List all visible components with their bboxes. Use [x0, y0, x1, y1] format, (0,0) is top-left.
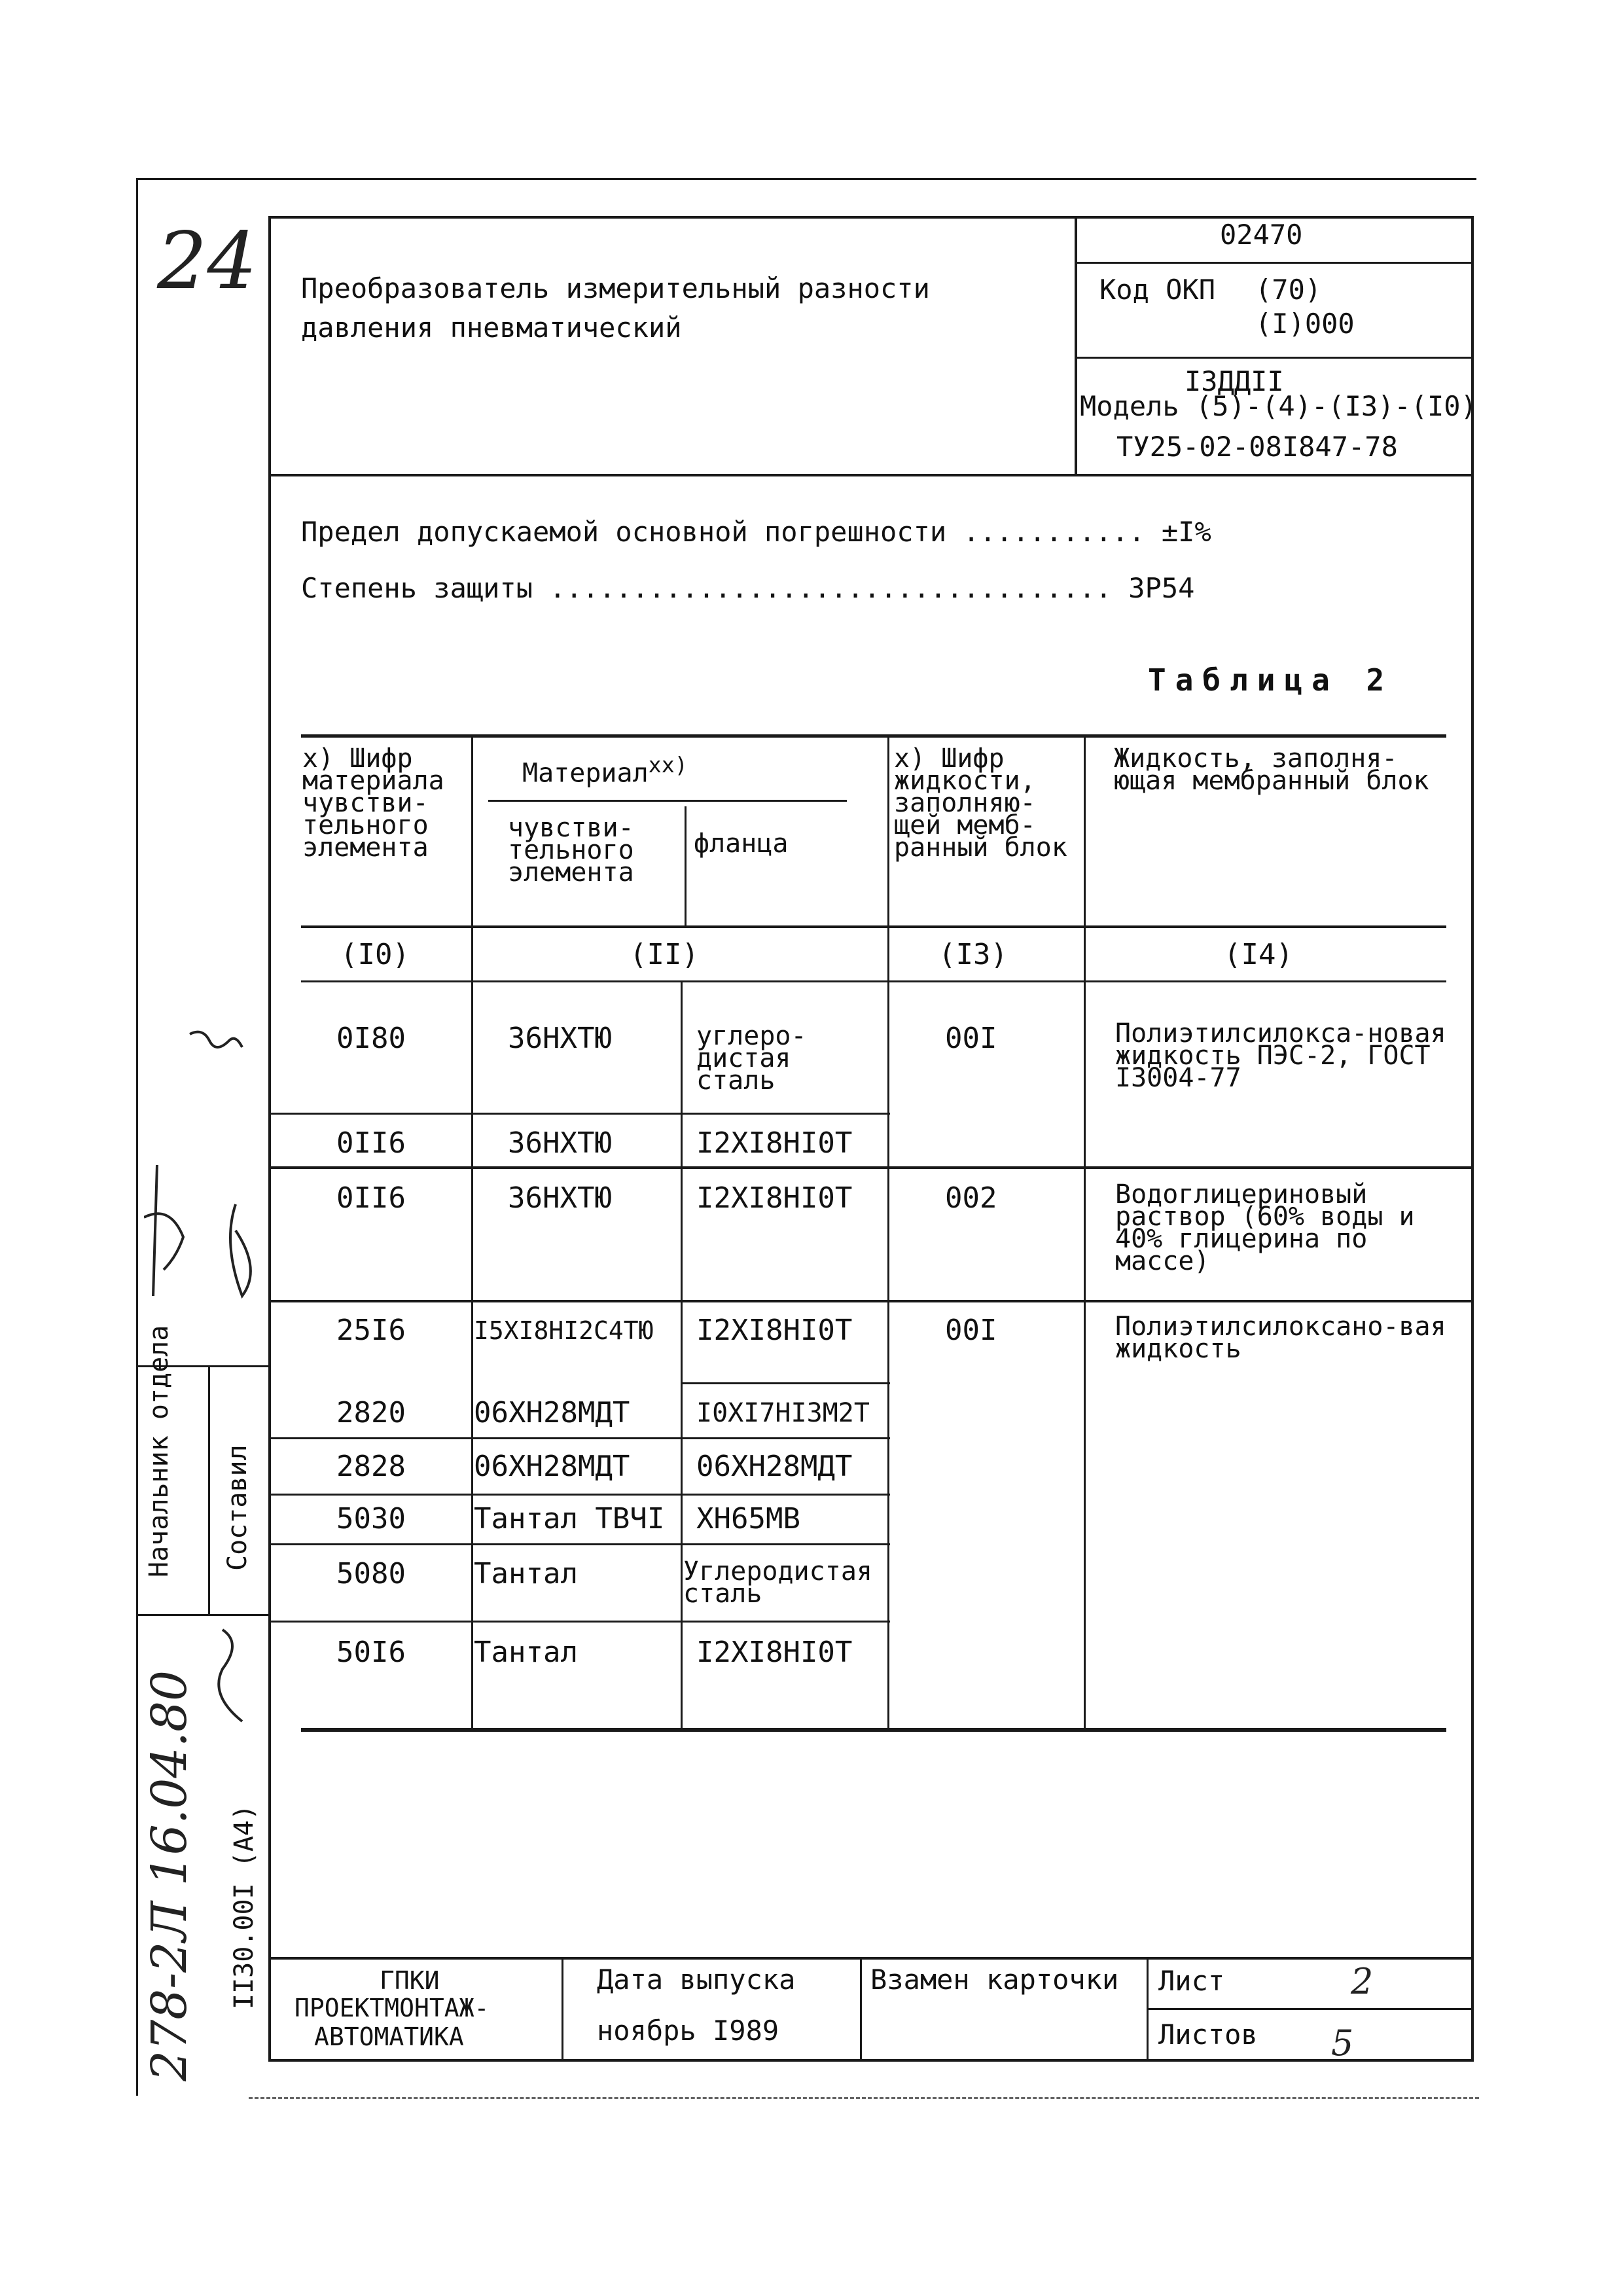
main-right-border — [1471, 216, 1474, 2062]
row-3-sensitive: 36НХТЮ — [508, 1181, 612, 1215]
row-sep-1 — [268, 1113, 890, 1115]
date-signature-icon — [209, 1623, 268, 1728]
header-material-label: Материал — [522, 758, 649, 789]
row-6-flange: 06XH28MДТ — [696, 1450, 853, 1483]
row-sep-4 — [681, 1382, 890, 1384]
table-subheader-divider — [685, 806, 687, 925]
row-2-flange: I2XI8HI0T — [696, 1126, 853, 1160]
row-sep-3 — [268, 1300, 1472, 1302]
row-7-flange: XH65MB — [696, 1502, 800, 1535]
row-sep-5 — [268, 1437, 890, 1439]
row-7-code: 5030 — [336, 1502, 406, 1535]
liquid-2-code: 002 — [945, 1181, 997, 1215]
outer-top-border — [136, 178, 1476, 180]
org-line2: ПРОЕКТМОНТАЖ- — [294, 1994, 490, 2022]
row-2-sensitive: 36НХТЮ — [508, 1126, 612, 1160]
header-bottom-border — [268, 474, 1474, 476]
code-number: 02470 — [1220, 219, 1303, 251]
footer-divider-2 — [860, 1957, 862, 2060]
side-block-divider — [208, 1365, 210, 1615]
head-of-department-label: Начальник отдела — [144, 1325, 174, 1577]
header-material-sup: xx) — [648, 752, 688, 778]
replace-card-label: Взамен карточки — [870, 1964, 1119, 1996]
outer-left-border — [136, 178, 138, 2096]
signature-scribbles-icon — [144, 1021, 275, 1348]
protection-line: Степень защиты .................................. ЗP54 — [301, 572, 1195, 604]
header-code-sensitive: x) Шифр материала чувстви-тельного элемента — [302, 744, 444, 863]
row-9-sensitive: Тантал — [474, 1636, 578, 1669]
liquid-3-code: 00I — [945, 1314, 997, 1347]
row-sep-8 — [268, 1621, 890, 1623]
row-3-code: 0II6 — [336, 1181, 406, 1215]
row-6-code: 2828 — [336, 1450, 406, 1483]
footer-divider-1 — [562, 1957, 563, 2060]
row-2-code: 0II6 — [336, 1126, 406, 1160]
footer-sheet-divider — [1147, 2008, 1474, 2010]
form-code: II30.00I (A4) — [229, 1804, 259, 2009]
footer-bottom-border — [268, 2059, 1474, 2062]
row-sep-7 — [268, 1543, 890, 1545]
release-date-label: Дата выпуска — [597, 1964, 796, 1996]
sheet-label: Лист — [1158, 1965, 1225, 1997]
row-8-code: 5080 — [336, 1557, 406, 1590]
col-number-10: (I0) — [340, 938, 410, 971]
row-5-code: 2820 — [336, 1396, 406, 1429]
footer-top-border — [268, 1957, 1474, 1960]
row-5-flange: I0XI7HI3M2T — [696, 1398, 870, 1428]
row-3-flange: I2XI8HI0T — [696, 1181, 853, 1215]
row-4-sensitive: I5XI8HI2C4TЮ — [474, 1316, 654, 1345]
row-7-sensitive: Тантал ТВЧI — [474, 1502, 665, 1535]
table-col-divider-4 — [1084, 737, 1086, 1728]
okp-label: Код ОКП — [1099, 274, 1216, 306]
side-block-bottom — [136, 1614, 270, 1616]
table-bottom-rule — [301, 1728, 1446, 1732]
col-number-11: (II) — [630, 938, 699, 971]
liquid-1-code: 00I — [945, 1022, 997, 1055]
row-4-flange: I2XI8HI0T — [696, 1314, 853, 1347]
material-subheader-rule — [488, 800, 847, 802]
header-divider — [1075, 216, 1077, 475]
table-col-divider-2 — [681, 980, 683, 1728]
header-material — [522, 752, 688, 789]
row-sep-6 — [268, 1494, 890, 1496]
row-9-code: 50I6 — [336, 1636, 406, 1669]
code-box-divider — [1075, 262, 1474, 264]
col-number-13: (I3) — [938, 938, 1008, 971]
col-number-14: (I4) — [1224, 938, 1293, 971]
org-line1: ГПКИ — [380, 1966, 440, 1995]
row-1-code: 0I80 — [336, 1022, 406, 1055]
handwritten-date: 278-2Л 16.04.80 — [141, 1670, 198, 2081]
row-5-sensitive: 06XH28MДТ — [474, 1396, 630, 1429]
okp-value-1: (70) — [1255, 274, 1322, 306]
header-sensitive-element: чувстви-тельного элемента — [508, 813, 634, 888]
model-line: Модель (5)-(4)-(I3)-(I0) — [1080, 390, 1477, 422]
row-8-flange: Углеродистая сталь — [683, 1556, 872, 1609]
compiled-by-label: Составил — [223, 1444, 253, 1571]
row-sep-2 — [268, 1166, 1472, 1169]
okp-value-2: (I)000 — [1255, 308, 1355, 340]
liquid-2-name: Водоглицериновый раствор (60% воды и 40% глицерина по массе) — [1115, 1179, 1415, 1276]
model-prefix: I3ДДII — [1185, 365, 1284, 397]
header-flange: фланца — [694, 829, 789, 859]
liquid-3-name: Полиэтилсилоксано-вая жидкость — [1115, 1312, 1446, 1364]
liquid-1-name: Полиэтилсилокса-новая жидкость ПЭС-2, ГОСТ I3004-77 — [1115, 1018, 1446, 1093]
header-code-liquid: x) Шифр жидкости, заполняю-щей мемб-ранный блок — [894, 744, 1067, 863]
row-1-flange: углеро-дистая сталь — [696, 1021, 807, 1096]
error-limit-line: Предел допускаемой основной погрешности ........... ±I% — [301, 516, 1211, 548]
sheets-value: 5 — [1331, 2022, 1354, 2064]
product-title-line2: давления пневматический — [301, 312, 682, 344]
okp-box-divider — [1075, 357, 1474, 359]
row-1-sensitive: 36НХТЮ — [508, 1022, 612, 1055]
tu-number: ТУ25-02-08I847-78 — [1116, 431, 1398, 463]
row-6-sensitive: 06XH28MДТ — [474, 1450, 630, 1483]
bottom-trace — [249, 2097, 1479, 2099]
page-number-handwritten: 24 — [157, 216, 257, 307]
release-date-value: ноябрь I989 — [597, 2015, 779, 2047]
table-col-divider-3 — [887, 737, 889, 1728]
row-8-sensitive: Тантал — [474, 1557, 578, 1590]
product-title-line1: Преобразователь измерительный разности — [301, 272, 930, 304]
table-title: Таблица 2 — [1148, 662, 1394, 698]
header-liquid: Жидкость, заполня-ющая мембранный блок — [1114, 744, 1429, 796]
row-4-code: 25I6 — [336, 1314, 406, 1347]
sheets-label: Листов — [1158, 2018, 1258, 2051]
table-col-divider-1 — [471, 737, 473, 1728]
row-9-flange: I2XI8HI0T — [696, 1636, 853, 1669]
org-line3: АВТОМАТИКА — [314, 2022, 464, 2051]
sheet-value: 2 — [1351, 1961, 1374, 2002]
